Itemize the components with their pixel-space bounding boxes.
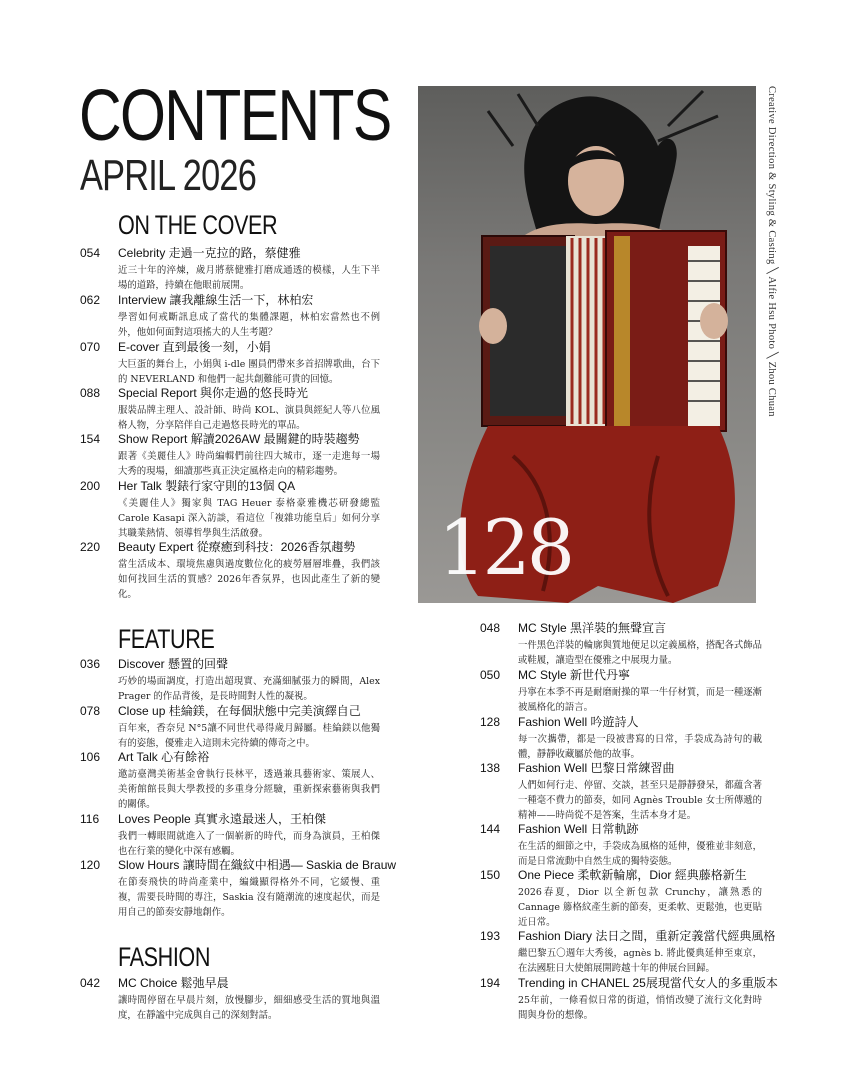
toc-entry[interactable] — [80, 704, 380, 751]
toc-entry[interactable] — [80, 540, 380, 602]
entry-title: E-cover 直到最後一刻，小娟 — [118, 340, 271, 354]
page-number: 116 — [80, 812, 100, 826]
entry-title: Fashion Well 巴黎日常練習曲 — [518, 761, 675, 775]
entry-description: 邀訪臺灣美術基金會執行長林平，透過兼具藝術家、策展人、美術館館長與大學教授的多重身分經驗，重新探索藝術與我們的關係。 — [118, 769, 380, 810]
entry-title: One Piece 柔軟新輪廓，Dior 經典藤格新生 — [518, 868, 747, 882]
page-title: CONTENTS — [79, 76, 391, 156]
entry-description: 近三十年的淬煉，歲月將蔡健雅打磨成通透的模樣，人生下半場的道路，持續在他眼前展開。 — [118, 265, 380, 291]
toc-entry[interactable] — [80, 246, 380, 293]
toc-entry[interactable] — [480, 761, 762, 823]
toc-entry[interactable] — [80, 340, 380, 387]
page-number: 128 — [480, 715, 501, 729]
page-number: 200 — [80, 479, 101, 493]
entry-title: Interview 讓我離線生活一下，林柏宏 — [118, 293, 314, 307]
section-heading-on-the-cover: ON THE COVER — [118, 210, 278, 240]
toc-entry[interactable] — [80, 657, 380, 704]
entry-title: MC Choice 鬆弛早晨 — [118, 976, 229, 990]
toc-entry[interactable] — [480, 822, 762, 869]
page-number: 194 — [480, 976, 501, 990]
entry-description: 我們一轉眼間就進入了一個嶄新的時代，而身為演員，王柏傑也在行業的變化中深有感觸。 — [118, 831, 380, 857]
photo-credit: Creative Direction & Styling & Casting ╲ Alfie Hsu Photo ╲ Zhou Chuan — [766, 86, 777, 417]
toc-entry[interactable] — [480, 668, 762, 715]
entry-description: 繼巴黎五〇週年大秀後，agnès b. 將此優典延伸至東京，在法國駐日大使館展開跨越十年的伸展台回歸。 — [518, 948, 762, 974]
page-number: 150 — [480, 868, 501, 882]
toc-entry[interactable] — [480, 621, 762, 668]
toc-entry[interactable] — [80, 386, 380, 433]
entry-title: Her Talk 製錶行家守則的13個 QA — [118, 479, 296, 493]
page-number: 070 — [80, 340, 101, 354]
entry-title: Fashion Diary 法日之間，重新定義當代經典風格 — [518, 929, 776, 943]
section-heading-feature: FEATURE — [118, 624, 215, 654]
entry-description: 人們如何行走、停留、交談，甚至只是靜靜發呆，都蘊含著一種毫不費力的節奏，如同 Agnès Trouble 女士所傳遞的精神——時尚從不是答案，生活本身才是。 — [518, 780, 762, 821]
page-number: 062 — [80, 293, 101, 307]
entry-title: Fashion Well 吟遊詩人 — [518, 715, 639, 729]
entry-title: Celebrity 走過一克拉的路，蔡健雅 — [118, 246, 301, 260]
page-number: 193 — [480, 929, 501, 943]
page-number: 144 — [480, 822, 501, 836]
toc-entry[interactable] — [480, 715, 762, 762]
entry-title: Loves People 真實永遠最迷人，王柏傑 — [118, 812, 327, 826]
entry-description: 一件黑色洋裝的輪廓與質地便足以定義風格，搭配各式飾品或鞋履，讓造型在優雅之中展現力量。 — [518, 640, 762, 666]
entry-title: MC Style 新世代丹寧 — [518, 668, 631, 682]
page-number: 138 — [480, 761, 501, 775]
page-number: 120 — [80, 858, 101, 872]
entry-description: 2026春夏，Dior 以全新包款 Crunchy，讓熟悉的 Cannage 籐格紋產生新的節奏，更柔軟、更鬆弛，也更貼近日常。 — [518, 887, 762, 928]
toc-entry[interactable] — [80, 479, 380, 541]
entry-title: Show Report 解讀2026AW 最關鍵的時裝趨勢 — [118, 432, 360, 446]
entry-description: 當生活成本、環境焦慮與過度數位化的疲勞層層堆疊，我們該如何找回生活的質感？2026年香氛界，也因此產生了新的變化。 — [118, 559, 380, 600]
entry-description: 讓時間停留在早晨片刻，放慢腳步，細細感受生活的質地與溫度，在靜謐中完成與自己的深刻對話。 — [118, 995, 380, 1021]
toc-entry[interactable] — [80, 750, 380, 812]
entry-title: Discover 懸置的回聲 — [118, 657, 229, 671]
entry-description: 跟著《美麗佳人》時尚編輯們前往四大城市，逐一走進每一場大秀的現場，細讀那些真正決定風格走向的精彩趨勢。 — [118, 451, 380, 477]
entry-description: 在生活的細節之中，手袋成為風格的延伸，優雅並非刻意，而是日常流動中自然生成的獨特姿態。 — [518, 841, 762, 867]
entry-title: Art Talk 心有餘裕 — [118, 750, 210, 764]
entry-title: Close up 桂綸鎂，在每個狀態中完美演繹自己 — [118, 704, 361, 718]
entry-description: 百年來，香奈兒 N°5讓不同世代尋得歲月歸屬。桂綸鎂以他獨有的姿態，優雅走入這則未完待續的傳奇之中。 — [118, 723, 380, 749]
entry-description: 丹寧在本季不再是耐磨耐操的單一牛仔材質，而是一種逐漸被風格化的語言。 — [518, 687, 762, 713]
entry-title: MC Style 黑洋裝的無聲宣言 — [518, 621, 667, 635]
page-number: 050 — [480, 668, 501, 682]
toc-entry[interactable] — [80, 293, 380, 340]
entry-description: 《美麗佳人》獨家與 TAG Heuer 泰格豪雅機芯研發總監 Carole Kasapi 深入訪談，看這位「複雜功能皇后」如何分享其職業熱情、領導哲學與生活啟發。 — [118, 498, 380, 539]
entry-description: 大巨蛋的舞台上，小娟與 i-dle 團員們帶來多首招牌歌曲，台下的 NEVERLAND 和他們一起共創難能可貴的回憶。 — [118, 359, 380, 385]
entry-description: 每一次攜帶，都是一段被書寫的日常，手袋成為詩句的載體，靜靜收藏屬於他的故事。 — [518, 734, 762, 760]
toc-entry[interactable] — [480, 929, 776, 976]
entry-description: 25年前，一條看似日常的街道，悄悄改變了流行文化對時間與身份的想像。 — [518, 995, 762, 1021]
page-number: 054 — [80, 246, 101, 260]
page-number: 042 — [80, 976, 101, 990]
cover-page-number: 128 — [438, 503, 572, 592]
entry-title: Fashion Well 日常軌跡 — [518, 822, 639, 836]
toc-entry[interactable] — [480, 976, 778, 1023]
entry-description: 服裝品牌主理人、設計師、時尚 KOL、演員與經紀人等八位風格人物，分享陪伴自己走過悠長時光的單品。 — [118, 405, 380, 431]
entry-description: 學習如何戒斷訊息成了當代的集體課題，林柏宏當然也不例外，他如何面對這項搖大的人生考題？ — [118, 312, 380, 338]
entry-description: 巧妙的場面調度，打造出超現實、充滿細膩張力的瞬間，Alex Prager 的作品背後，是長時間對人性的凝視。 — [118, 676, 380, 702]
entry-description: 在節奏飛快的時尚產業中，編織顯得格外不同，它緩慢、重複，需要長時間的專注，Saskia 沒有隨潮流的速度起伏，而是用自己的節奏安靜地創作。 — [118, 877, 380, 918]
toc-entry[interactable] — [480, 868, 762, 930]
page-number: 154 — [80, 432, 101, 446]
toc-entry[interactable] — [80, 432, 380, 479]
toc-entry[interactable] — [80, 812, 380, 859]
page-number: 220 — [80, 540, 101, 554]
page-number: 078 — [80, 704, 101, 718]
section-heading-fashion: FASHION — [118, 942, 211, 972]
page-number: 048 — [480, 621, 501, 635]
page-number: 036 — [80, 657, 101, 671]
entry-title: Special Report 與你走過的悠長時光 — [118, 386, 309, 400]
toc-entry[interactable] — [80, 858, 397, 920]
page-number: 088 — [80, 386, 101, 400]
page-number: 106 — [80, 750, 101, 764]
toc-entry[interactable] — [80, 976, 380, 1023]
entry-title: Trending in CHANEL 25展現當代女人的多重版本 — [518, 976, 778, 990]
issue-date: APRIL 2026 — [80, 151, 256, 200]
entry-title: Slow Hours 讓時間在織紋中相遇— Saskia de Brauw — [118, 858, 397, 872]
entry-title: Beauty Expert 從療癒到科技：2026香氛趨勢 — [118, 540, 356, 554]
